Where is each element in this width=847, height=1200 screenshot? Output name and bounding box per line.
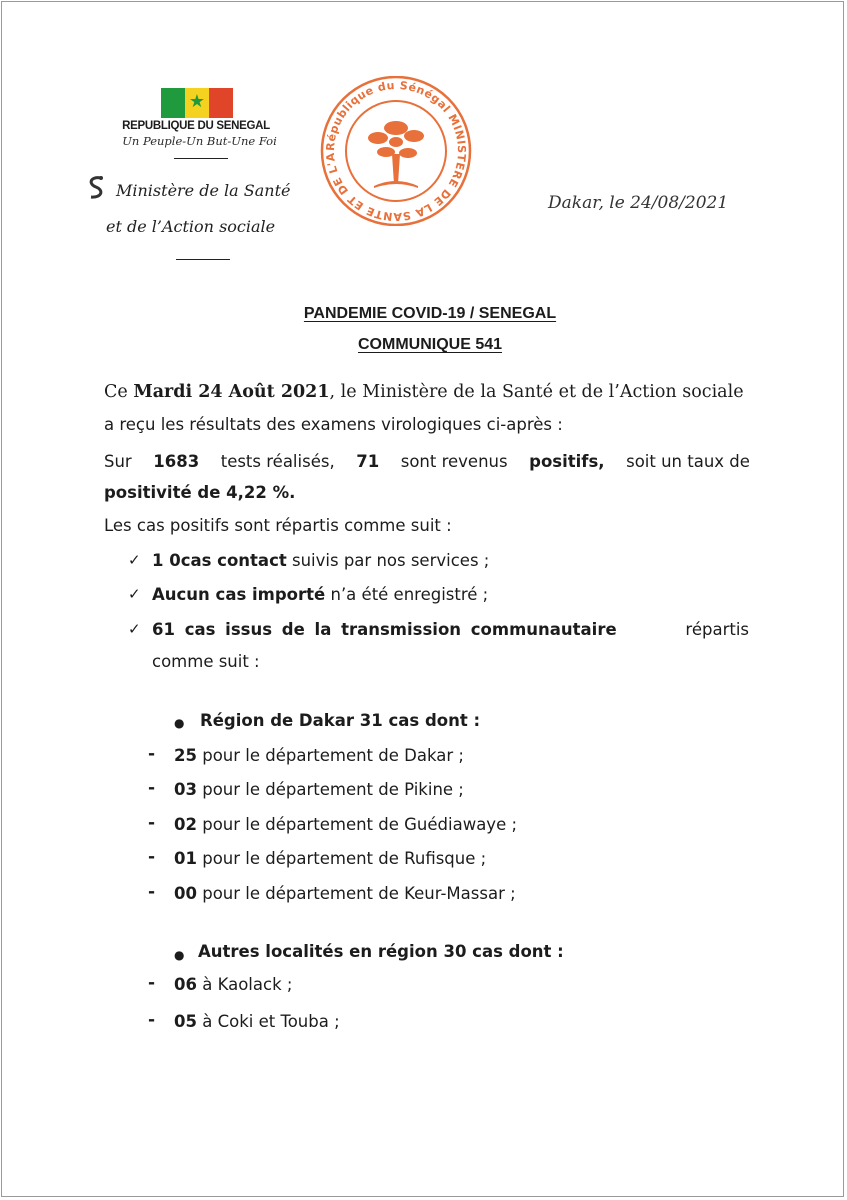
contact-cases: 1 0cas contact suivis par nos services ; (152, 551, 490, 570)
dash-icon: - (148, 847, 156, 867)
dash-icon: - (148, 778, 156, 798)
seal-text: République du Sénégal MINISTERE DE LA SANTE ET DE L'A (323, 78, 469, 224)
check-icon: ✓ (128, 551, 141, 569)
dash-icon: - (148, 882, 156, 902)
divider (174, 158, 228, 159)
dash-icon: - (148, 1010, 156, 1030)
list-item: 03 pour le département de Pikine ; (174, 780, 464, 799)
bullet-icon: ● (174, 948, 185, 962)
ministry-name-line1: Ministère de la Santé (116, 181, 291, 200)
republic-title: REPUBLIQUE DU SENEGAL (122, 120, 270, 132)
document-title: PANDEMIE COVID-19 / SENEGAL (303, 305, 557, 322)
republic-motto: Un Peuple-Un But-Une Foi (122, 134, 277, 148)
check-icon: ✓ (128, 620, 141, 638)
bullet-icon: ● (174, 716, 185, 730)
check-icon: ✓ (128, 585, 141, 603)
divider (176, 259, 230, 260)
ministry-seal-stamp (316, 76, 476, 226)
document-date: Dakar, le 24/08/2021 (548, 193, 729, 213)
communique-number: COMMUNIQUE 541 (357, 336, 503, 353)
imported-cases: Aucun cas importé n’a été enregistré ; (152, 585, 489, 604)
star-icon: ★ (188, 91, 206, 112)
community-cases: 61 cas issus de la transmission communautaire répartis (152, 620, 749, 639)
list-item: 01 pour le département de Rufisque ; (174, 849, 487, 868)
positivity-rate: positivité de 4,22 %. (104, 483, 296, 502)
list-item: 00 pour le département de Keur-Massar ; (174, 884, 516, 903)
intro-line2: a reçu les résultats des examens virologiques ci-après : (104, 415, 563, 434)
list-item: 05 à Coki et Touba ; (174, 1012, 340, 1031)
community-cases-line2: comme suit : (152, 652, 260, 671)
list-item: 25 pour le département de Dakar ; (174, 746, 464, 765)
intro-line1: Ce Mardi 24 Août 2021, le Ministère de la Santé et de l’Action sociale (104, 382, 744, 402)
intro-line3: Sur 1683 tests réalisés, 71 sont revenus positifs, soit un taux de (104, 452, 750, 471)
dash-icon: - (148, 973, 156, 993)
other-heading: Autres localités en région 30 cas dont : (198, 942, 564, 961)
senegal-flag-icon (161, 88, 233, 118)
dash-icon: - (148, 744, 156, 764)
ministry-logo-icon (86, 174, 106, 202)
list-item: 06 à Kaolack ; (174, 975, 293, 994)
cases-intro: Les cas positifs sont répartis comme suit : (104, 516, 452, 535)
dakar-heading: Région de Dakar 31 cas dont : (200, 711, 481, 730)
dash-icon: - (148, 813, 156, 833)
ministry-name-line2: et de l’Action sociale (106, 217, 276, 236)
list-item: 02 pour le département de Guédiawaye ; (174, 815, 518, 834)
